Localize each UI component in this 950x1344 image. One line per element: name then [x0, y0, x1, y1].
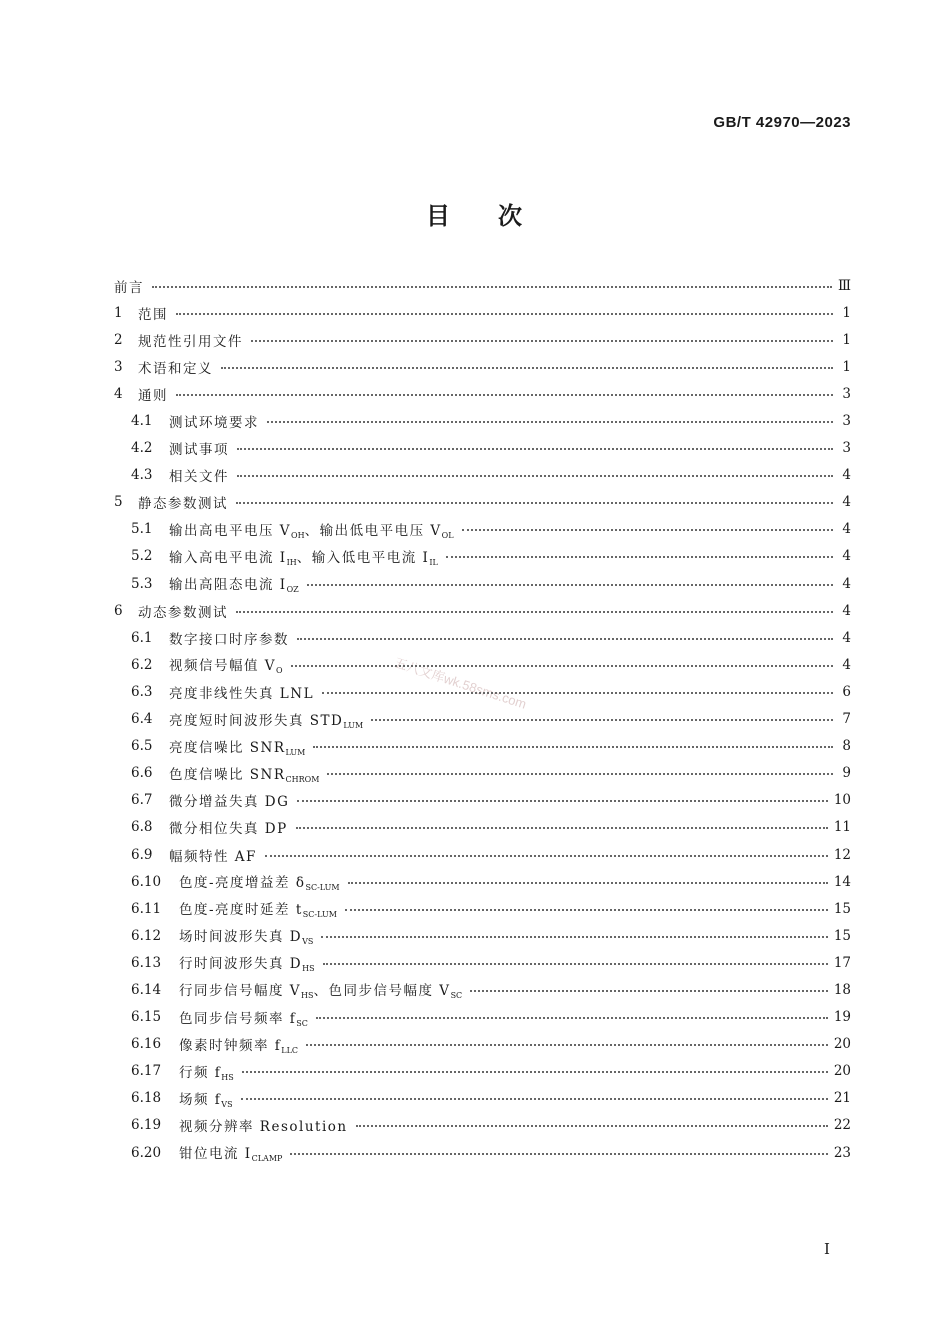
toc-entry[interactable] [114, 407, 851, 434]
toc-leader-dots [265, 855, 828, 857]
toc-page-number: Ⅲ [837, 277, 851, 294]
toc-entry-number: 4 [114, 385, 123, 402]
toc-entry-title-text: 微分相位失真 DP [169, 821, 288, 838]
toc-entry[interactable] [114, 624, 851, 651]
toc-entry[interactable] [114, 1139, 851, 1166]
toc-entry[interactable] [114, 706, 851, 733]
toc-entry[interactable] [114, 597, 851, 624]
toc-entry-number: 1 [114, 304, 123, 321]
toc-leader-dots [237, 475, 833, 477]
toc-entry-number: 6.1 [131, 629, 153, 646]
toc-leader-dots [323, 963, 828, 965]
toc-entry-number: 4.1 [131, 413, 153, 430]
toc-entry-title [138, 357, 213, 377]
toc-page-number: 4 [842, 521, 851, 538]
toc-entry-number: 6.3 [131, 683, 153, 700]
toc-entry-title [138, 330, 243, 350]
toc-entry-title [179, 1088, 233, 1109]
toc-page-number: 6 [842, 683, 851, 700]
toc-page-number: 8 [842, 738, 851, 755]
toc-entry[interactable] [114, 733, 851, 760]
toc-leader-dots [446, 556, 833, 558]
toc-entry-number: 6.19 [131, 1117, 162, 1134]
toc-leader-dots [462, 529, 833, 531]
toc-entry[interactable] [114, 1112, 851, 1139]
toc-entry-title [169, 411, 259, 431]
toc-entry-title-text: 输出高电平电压 V [169, 522, 292, 539]
toc-page-number: 12 [833, 846, 851, 863]
toc-entry[interactable] [114, 489, 851, 516]
toc-entry-subscript: SC [296, 1018, 308, 1028]
toc-entry-title [179, 1115, 348, 1135]
title-char-2: 次 [498, 202, 524, 230]
toc-entry-title-text: 微分增益失真 DG [169, 794, 290, 811]
toc-page-number: 1 [842, 304, 851, 321]
toc-entry-subscript: HS [301, 991, 314, 1001]
toc-entry-title-text: 视频信号幅值 V [169, 658, 277, 675]
toc-entry-title-text: 规范性引用文件 [138, 333, 243, 350]
toc-entry-subscript: VS [302, 937, 314, 947]
toc-page-number: 4 [842, 656, 851, 673]
toc-entry-number: 5.2 [131, 548, 153, 565]
toc-entry-title [138, 492, 228, 512]
toc-page-number: 14 [833, 873, 851, 890]
toc-page-number: 11 [833, 819, 851, 836]
toc-entry-title [169, 790, 289, 810]
toc-page-number: 4 [842, 494, 851, 511]
toc-entry-number: 5.1 [131, 521, 153, 538]
toc-entry[interactable] [114, 760, 851, 787]
toc-entry-title-text: 测试事项 [169, 442, 229, 459]
toc-entry-title-text: 输出高阻态电流 I [169, 577, 287, 594]
toc-entry-number: 6.11 [131, 900, 162, 917]
toc-entry-title-text: 亮度短时间波形失真 STD [169, 712, 344, 729]
toc-leader-dots [371, 719, 833, 721]
toc-entry-subscript: SC-LUM [302, 910, 337, 920]
toc-entry-number: 6.6 [131, 765, 153, 782]
toc-entry-title [169, 763, 319, 784]
toc-entry-title [179, 871, 340, 892]
toc-entry-title-text: 输入高电平电流 I [169, 549, 287, 566]
toc-entry-title [169, 465, 229, 485]
toc-entry[interactable] [114, 1058, 851, 1085]
toc-entry[interactable] [114, 353, 851, 380]
toc-leader-dots [307, 584, 833, 586]
toc-leader-dots [291, 665, 833, 667]
toc-entry-title-text: 色同步信号频率 f [179, 1010, 297, 1027]
toc-entry[interactable] [114, 272, 851, 299]
toc-entry-title-text: 视频分辨率 Resolution [179, 1119, 348, 1136]
toc-entry-title-text: 范围 [138, 306, 168, 323]
toc-entry-subscript: LUM [343, 720, 364, 730]
toc-entry-title [169, 709, 363, 730]
toc-entry[interactable] [114, 570, 851, 597]
toc-page-number: 1 [842, 331, 851, 348]
toc-entry-title-text: 色度信噪比 SNR [169, 766, 286, 783]
toc-leader-dots [267, 421, 833, 423]
toc-entry[interactable] [114, 543, 851, 570]
toc-leader-dots [152, 286, 832, 288]
toc-entry[interactable] [114, 462, 851, 489]
toc-entry[interactable] [114, 435, 851, 462]
toc-entry-title [179, 898, 337, 919]
toc-entry-number: 4.3 [131, 467, 153, 484]
toc-entry-title-text: 幅频特性 AF [169, 848, 257, 865]
toc-entry-number: 6.16 [131, 1036, 162, 1053]
toc-entry-title-text: 、输出低电平电压 V [304, 522, 442, 539]
toc-entry-subscript: HS [302, 964, 315, 974]
toc-entry-subscript: SC [450, 991, 463, 1001]
toc-entry-title-text: 行时间波形失真 D [179, 956, 303, 973]
toc-entry-title [169, 845, 257, 865]
toc-entry-title-text: 亮度信噪比 SNR [169, 739, 286, 756]
toc-page-number: 15 [833, 927, 851, 944]
toc-page-number: 10 [833, 792, 851, 809]
toc-entry-title [138, 601, 228, 621]
toc-entry-subscript: LUM [285, 747, 306, 757]
toc-entry-title [169, 438, 229, 458]
toc-leader-dots [322, 692, 833, 694]
toc-entry-title-text: 场时间波形失真 D [179, 929, 303, 946]
toc-entry[interactable] [114, 868, 851, 895]
watermark: 五八文库wk.58sms.com [392, 654, 529, 712]
toc-page-number: 9 [842, 765, 851, 782]
toc-entry-number: 6.8 [131, 819, 153, 836]
toc-leader-dots [297, 800, 827, 802]
toc-entry-title-text: 行频 f [179, 1064, 222, 1081]
toc-entry-number: 6.14 [131, 981, 162, 998]
toc-entry-subscript: HS [221, 1072, 234, 1082]
toc-entry-number: 3 [114, 358, 123, 375]
toc-entry[interactable] [114, 651, 851, 678]
toc-page-number: 4 [842, 629, 851, 646]
toc-entry-number: 6.9 [131, 846, 153, 863]
toc-entry-title [179, 1142, 282, 1163]
toc-leader-dots [296, 827, 828, 829]
toc-entry-title-text: 、输入低电平电流 I [296, 549, 430, 566]
toc-entry-title-text: 行同步信号幅度 V [179, 983, 302, 1000]
toc-entry-title [169, 682, 314, 702]
toc-page-number: 3 [842, 385, 851, 402]
page-title [0, 196, 950, 231]
toc-entry-subscript: IL [429, 557, 438, 567]
toc-page-number: 4 [842, 548, 851, 565]
toc-entry[interactable] [114, 922, 851, 949]
toc-entry-number: 6.10 [131, 873, 162, 890]
toc-entry[interactable] [114, 787, 851, 814]
toc-entry-number: 5.3 [131, 575, 153, 592]
page-number: I [824, 1240, 830, 1258]
toc-entry-title [169, 519, 454, 540]
toc-page-number: 21 [833, 1090, 851, 1107]
toc-entry-subscript: CHROM [285, 774, 320, 784]
toc-leader-dots [237, 448, 833, 450]
toc-page-number: 22 [833, 1117, 851, 1134]
toc-entry[interactable] [114, 976, 851, 1003]
toc-entry-number: 6.2 [131, 656, 153, 673]
toc-entry-title [169, 628, 289, 648]
toc-entry-subscript: OZ [286, 585, 299, 595]
toc-entry-title-text: 相关文件 [169, 469, 229, 486]
toc-entry-title [179, 1061, 234, 1082]
toc-leader-dots [176, 394, 833, 396]
toc-entry[interactable] [114, 326, 851, 353]
toc-entry-number: 6.17 [131, 1063, 162, 1080]
toc-entry[interactable] [114, 841, 851, 868]
toc-entry[interactable] [114, 299, 851, 326]
toc-page-number: 20 [833, 1063, 851, 1080]
toc-leader-dots [321, 936, 827, 938]
toc-page-number: 23 [833, 1144, 851, 1161]
toc-leader-dots [306, 1044, 828, 1046]
toc-entry[interactable] [114, 895, 851, 922]
toc-entry-title-text: 数字接口时序参数 [169, 631, 289, 648]
toc-page-number: 4 [842, 467, 851, 484]
toc-entry-subscript: CLAMP [251, 1154, 283, 1164]
title-char-1: 目 [426, 202, 452, 230]
toc-entry-number: 6.18 [131, 1090, 162, 1107]
toc-page-number: 4 [842, 602, 851, 619]
toc-entry-title-text: 、色同步信号幅度 V [313, 983, 451, 1000]
toc-entry-number: 6 [114, 602, 123, 619]
toc-entry-title-text: 通则 [138, 387, 168, 404]
toc-leader-dots [470, 990, 828, 992]
toc-leader-dots [236, 611, 833, 613]
toc-leader-dots [313, 746, 833, 748]
toc-page-number: 4 [842, 575, 851, 592]
toc-entry-number: 6.5 [131, 738, 153, 755]
toc-leader-dots [348, 882, 828, 884]
toc-entry-title-text: 色度-亮度时延差 t [179, 902, 303, 919]
toc-entry[interactable] [114, 516, 851, 543]
toc-entry-title [138, 303, 168, 323]
toc-entry-number: 6.4 [131, 711, 153, 728]
toc-entry-number: 2 [114, 331, 123, 348]
toc-entry-title [179, 979, 462, 1000]
toc-entry[interactable] [114, 814, 851, 841]
toc-entry-subscript: LLC [281, 1045, 299, 1055]
toc-entry-number: 6.12 [131, 927, 162, 944]
toc-page-number: 18 [833, 981, 851, 998]
toc-entry-title [179, 925, 313, 946]
toc-leader-dots [241, 1098, 828, 1100]
toc-entry-title [138, 384, 168, 404]
toc-leader-dots [290, 1153, 827, 1155]
toc-entry-title-text: 亮度非线性失真 LNL [169, 685, 315, 702]
toc-entry-title-text: 像素时钟频率 f [179, 1037, 282, 1054]
toc-entry-number: 5 [114, 494, 123, 511]
toc-entry-title-text: 场频 f [179, 1091, 222, 1108]
toc-entry-subscript: OL [441, 530, 454, 540]
toc-page-number: 3 [842, 440, 851, 457]
toc-entry-title-text: 动态参数测试 [138, 604, 228, 621]
toc-entry-title [169, 573, 299, 594]
toc-entry-title-text: 色度-亮度增益差 δ [179, 875, 306, 892]
toc-entry-title [179, 952, 315, 973]
toc-page-number: 17 [833, 954, 851, 971]
toc-entry-subscript: SC-LUM [305, 883, 340, 893]
table-of-contents [114, 272, 851, 1166]
toc-leader-dots [176, 313, 833, 315]
toc-entry[interactable] [114, 1031, 851, 1058]
toc-entry-title [179, 1034, 298, 1055]
toc-leader-dots [316, 1017, 828, 1019]
toc-entry-title-text: 术语和定义 [138, 360, 213, 377]
toc-entry-title [179, 1007, 308, 1028]
toc-page-number: 20 [833, 1036, 851, 1053]
toc-leader-dots [236, 502, 833, 504]
toc-leader-dots [327, 773, 833, 775]
toc-entry-title [114, 276, 144, 296]
toc-entry-number: 6.15 [131, 1009, 162, 1026]
toc-entry-title-text: 静态参数测试 [138, 496, 228, 513]
toc-leader-dots [297, 638, 833, 640]
toc-entry-title-text: 前言 [114, 279, 144, 296]
toc-entry-subscript: OH [291, 530, 305, 540]
toc-entry-title [169, 654, 283, 675]
toc-page-number: 1 [842, 358, 851, 375]
toc-entry-title [169, 546, 438, 567]
toc-entry-number: 6.20 [131, 1144, 162, 1161]
toc-entry-subscript: IH [286, 557, 297, 567]
toc-entry[interactable] [114, 1085, 851, 1112]
toc-entry-title [169, 817, 288, 837]
toc-entry-subscript: O [276, 666, 283, 676]
toc-entry[interactable] [114, 1004, 851, 1031]
toc-entry-title [169, 736, 305, 757]
toc-entry[interactable] [114, 380, 851, 407]
toc-leader-dots [251, 340, 833, 342]
toc-leader-dots [345, 909, 828, 911]
toc-entry[interactable] [114, 678, 851, 705]
toc-page-number: 15 [833, 900, 851, 917]
toc-entry-number: 4.2 [131, 440, 153, 457]
toc-page-number: 3 [842, 413, 851, 430]
toc-page-number: 19 [833, 1009, 851, 1026]
document-code: GB/T 42970—2023 [713, 114, 851, 131]
toc-entry-number: 6.13 [131, 954, 162, 971]
toc-entry-title-text: 测试环境要求 [169, 415, 259, 432]
toc-entry-title-text: 钳位电流 I [179, 1146, 252, 1163]
toc-entry-number: 6.7 [131, 792, 153, 809]
toc-leader-dots [221, 367, 833, 369]
toc-entry[interactable] [114, 949, 851, 976]
toc-leader-dots [242, 1071, 828, 1073]
toc-page-number: 7 [842, 711, 851, 728]
toc-entry-subscript: VS [221, 1099, 233, 1109]
toc-leader-dots [356, 1125, 828, 1127]
